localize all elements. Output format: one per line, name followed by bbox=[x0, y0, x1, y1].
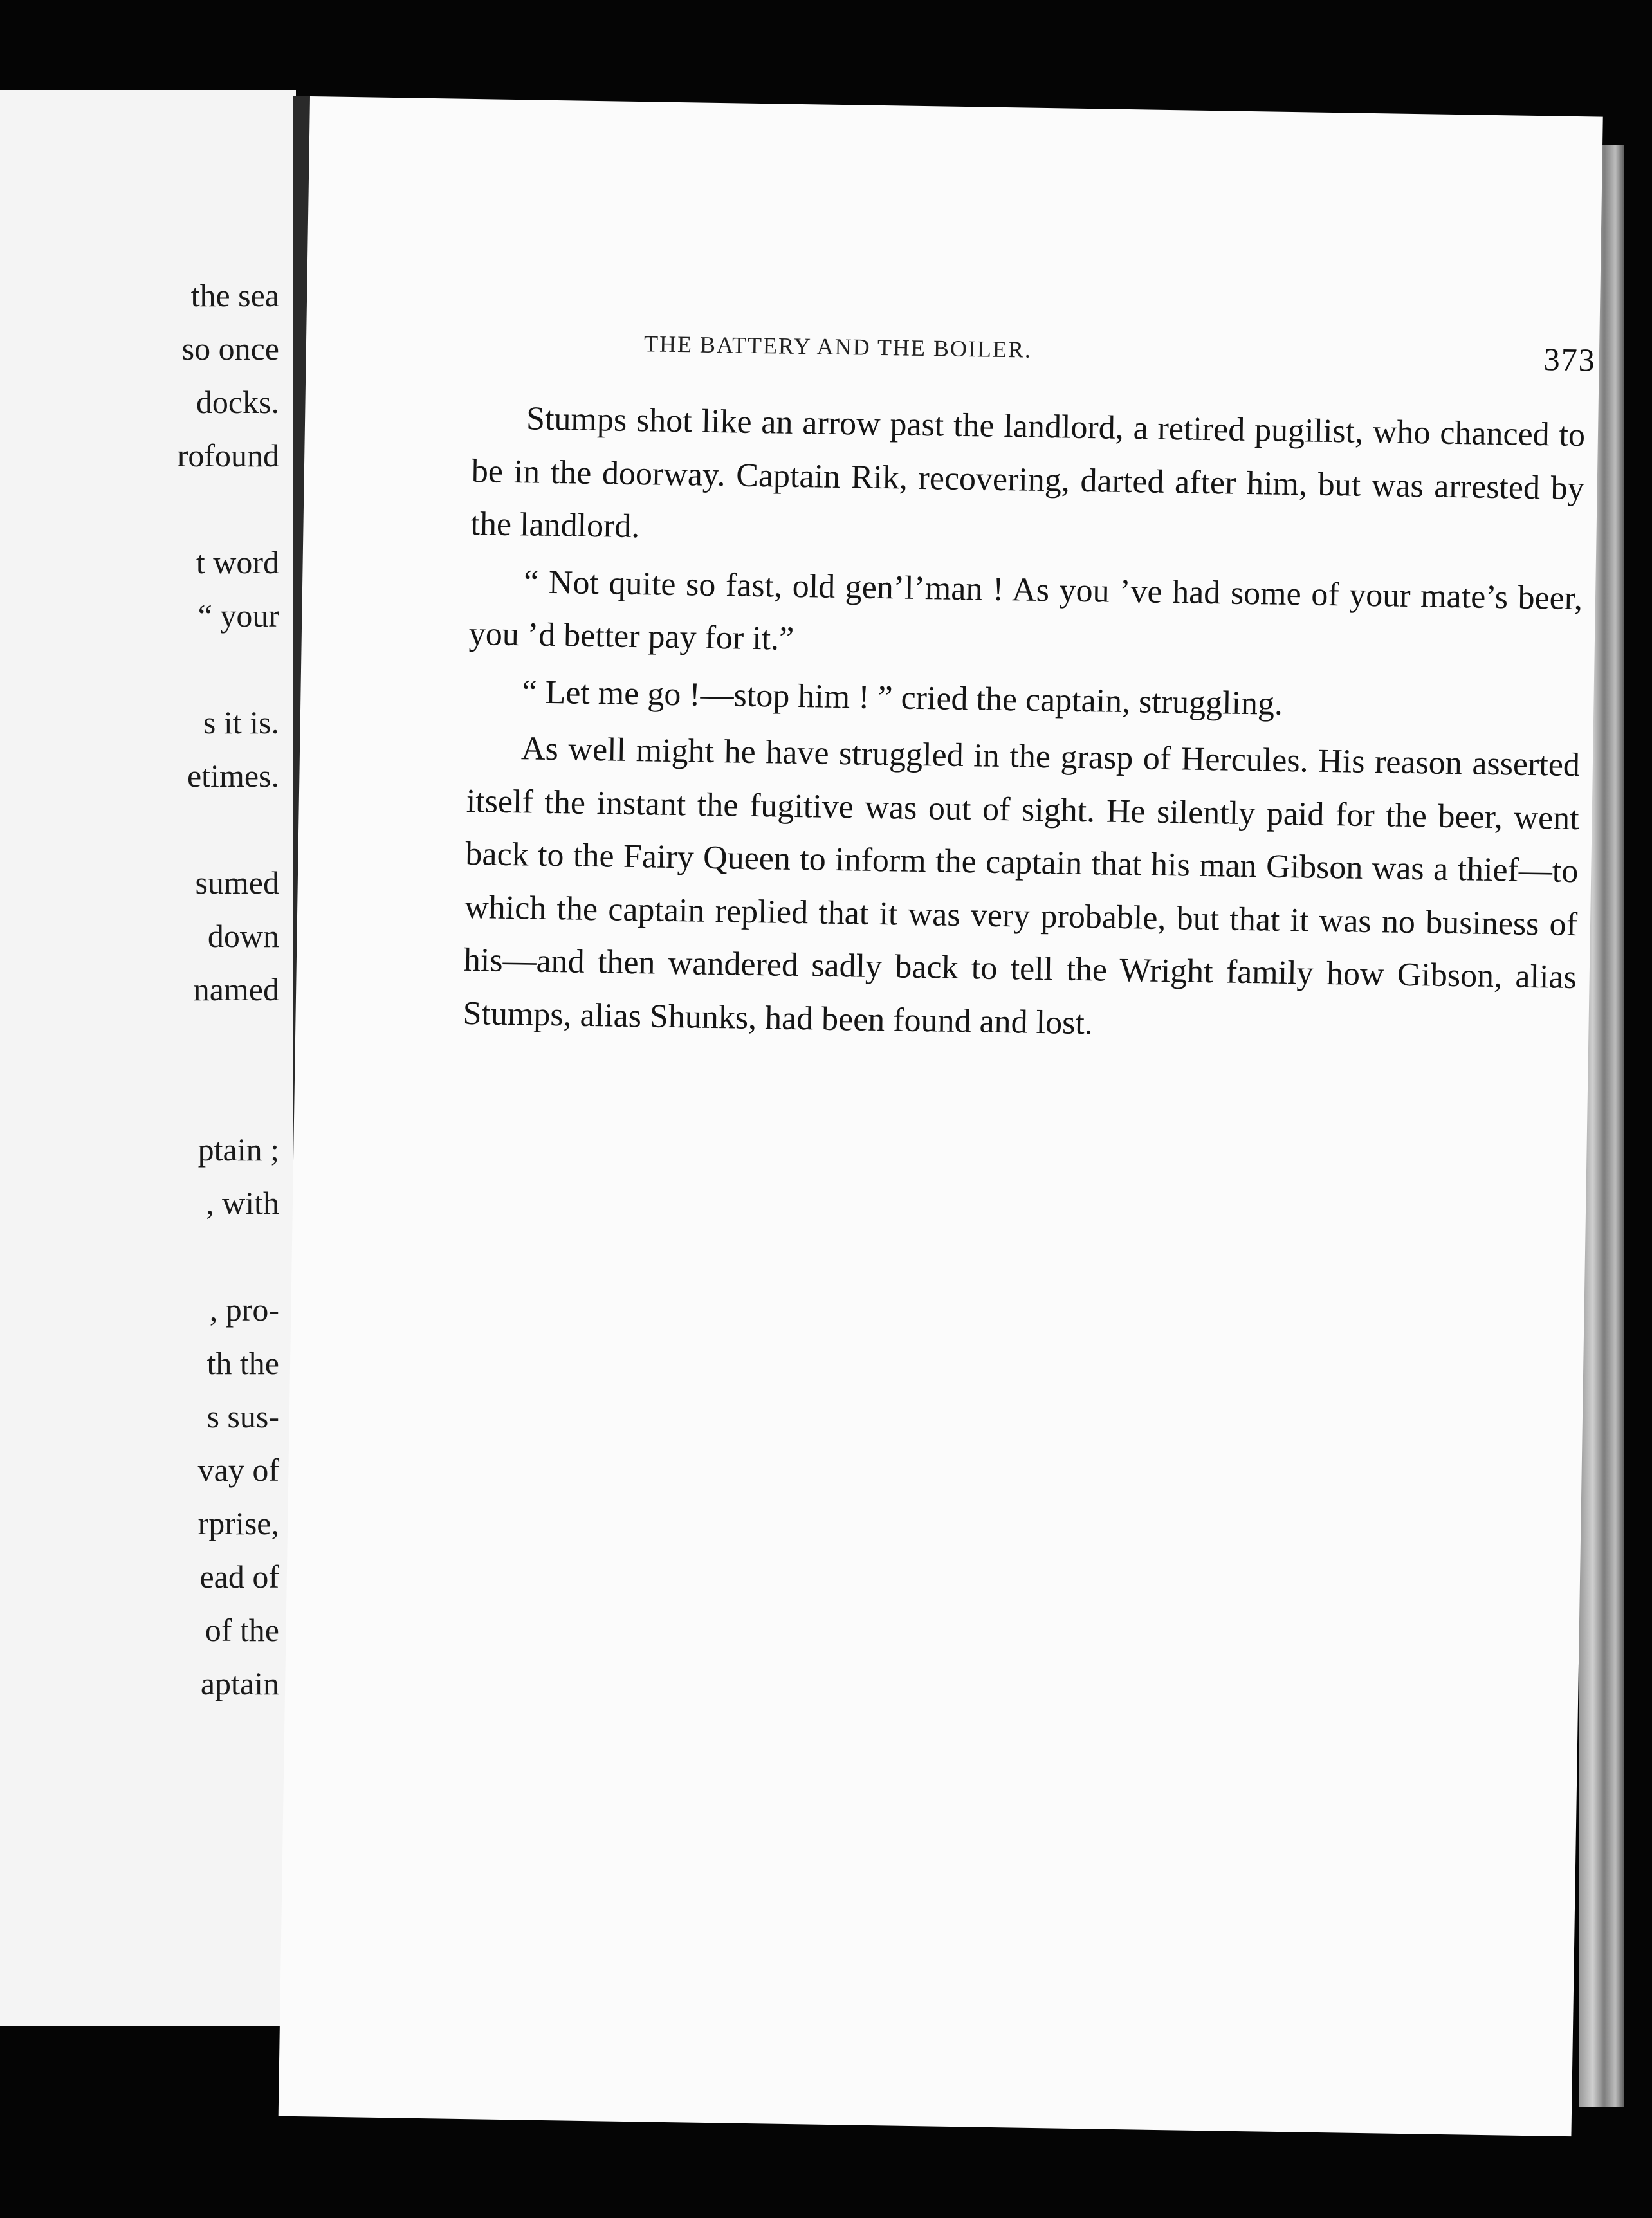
paragraph-text: Stumps shot like an arrow past the landlord, a retired pugilist, who chanced to be in the doorway. Captain Rik, recovering, darted after him, but was arrested by the landlord. bbox=[470, 400, 1586, 545]
previous-page-line: named bbox=[193, 971, 279, 1007]
previous-page-line: so once bbox=[181, 331, 279, 367]
previous-page-line: rprise, bbox=[197, 1505, 279, 1541]
previous-page-line: ead of bbox=[199, 1559, 279, 1595]
previous-page-line: down bbox=[207, 918, 279, 954]
paragraph bbox=[468, 554, 1583, 678]
previous-page-line: ptain ; bbox=[197, 1132, 279, 1168]
previous-page-line: sumed bbox=[195, 865, 279, 901]
book-page-373 bbox=[279, 96, 1603, 2136]
paragraph-text: “ Let me go !—stop him ! ” cried the captain, struggling. bbox=[522, 673, 1283, 722]
running-head: THE BATTERY AND THE BOILER. bbox=[643, 331, 1032, 363]
previous-page-line: “ your bbox=[197, 598, 279, 634]
page-number: 373 bbox=[1543, 341, 1597, 378]
previous-page-line: rofound bbox=[177, 437, 279, 473]
previous-page-line: etimes. bbox=[187, 758, 279, 794]
previous-page-line: , with bbox=[206, 1185, 279, 1221]
previous-page-line: th the bbox=[206, 1345, 279, 1381]
page-header bbox=[643, 330, 1596, 383]
previous-page-fragment bbox=[0, 90, 296, 2026]
previous-page-line: t word bbox=[196, 544, 279, 580]
previous-page-line: s sus- bbox=[206, 1398, 279, 1434]
previous-page-line: aptain bbox=[200, 1665, 279, 1701]
page-body bbox=[463, 392, 1586, 1061]
paragraph-text: “ Not quite so fast, old gen’l’man ! As you ’ve had some of your mate’s beer, you ’d better pay for it.” bbox=[468, 563, 1583, 657]
paragraph-text: As well might he have struggled in the grasp of Hercules. His reason asserted itself the instant the fugitive was out of sight. He silently paid for the beer, went back to the Fairy Queen to inform the captain that his man Gibson was a thief—to which the captain replied that it was very probable, but that it was no business of his—and then wandered sadly back to tell the Wright family how Gibson, alias Stumps, alias Shunks, had been found and lost. bbox=[463, 730, 1581, 1041]
previous-page-line: docks. bbox=[196, 384, 279, 420]
paragraph bbox=[470, 392, 1586, 569]
previous-page-line: s it is. bbox=[203, 704, 279, 740]
previous-page-line: of the bbox=[205, 1612, 279, 1648]
previous-page-line: vay of bbox=[197, 1452, 279, 1488]
previous-page-line: the sea bbox=[190, 277, 279, 313]
paragraph bbox=[463, 722, 1581, 1058]
previous-page-line: , pro- bbox=[209, 1292, 279, 1328]
